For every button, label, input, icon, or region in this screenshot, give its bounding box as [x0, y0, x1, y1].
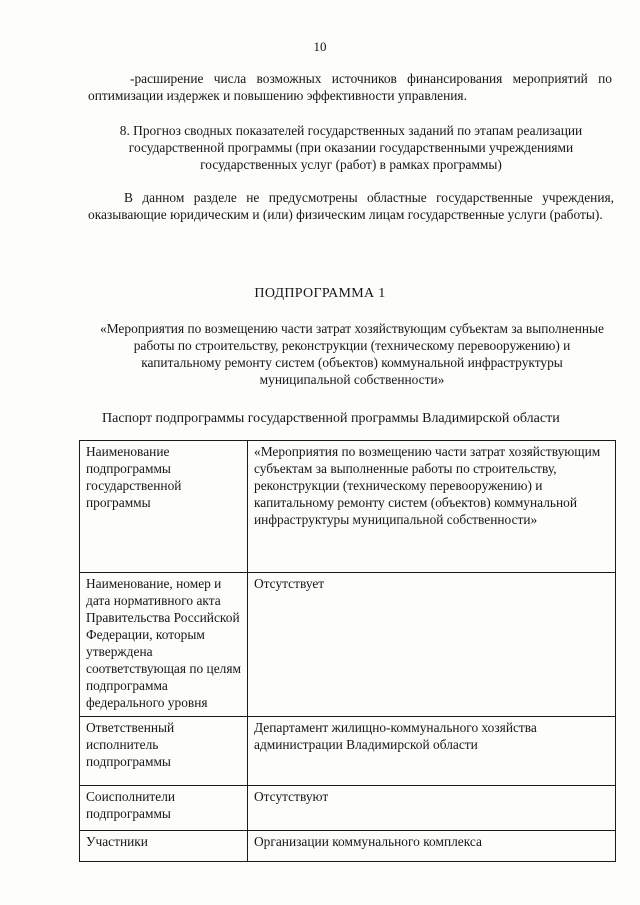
row-value: Отсутствует [248, 573, 616, 717]
row-value: Департамент жилищно-коммунального хозяйства администрации Владимирской области [248, 717, 616, 786]
intro-paragraph: -расширение числа возможных источников финансирования мероприятий по оптимизации издержек и повышению эффективности управления. [88, 71, 612, 103]
row-label: Наименование подпрограммы государственной программы [80, 441, 248, 573]
row-value: «Мероприятия по возмещению части затрат хозяйствующим субъектам за выполненные работы по строительству, реконструкции (техническому перевооружению) и капитальному ремонту систем (объектов) коммунальной инфраструктуры муниципальной собственности» [248, 441, 616, 573]
table-row [80, 831, 616, 862]
row-value: Отсутствуют [248, 786, 616, 831]
row-label: Ответственный исполнитель подпрограммы [80, 717, 248, 786]
row-label: Наименование, номер и дата нормативного акта Правительства Российской Федерации, которым утверждена соответствующая по целям подпрограмма федерального уровня [80, 573, 248, 717]
row-label: Участники [80, 831, 248, 862]
page-number: 10 [313, 39, 327, 54]
table-row [80, 573, 616, 717]
row-label: Соисполнители подпрограммы [80, 786, 248, 831]
passport-title: Паспорт подпрограммы государственной программы Владимирской области [102, 411, 560, 426]
row-value: Организации коммунального комплекса [248, 831, 616, 862]
subprogram-title: «Мероприятия по возмещению части затрат хозяйствующим субъектам за выполненные работы по строительству, реконструкции (техническому перевооружению) и капитальному ремонту систем (объектов) коммунальной инфраструктуры муниципальной собственности» [100, 321, 604, 387]
subprogram-heading: ПОДПРОГРАММА 1 [254, 286, 386, 301]
section-8-paragraph: В данном разделе не предусмотрены областные государственные учреждения, оказывающие юридическим и (или) физическим лицам государственные услуги (работы). [88, 190, 614, 222]
passport-table [79, 440, 616, 862]
section-8-title: 8. Прогноз сводных показателей государственных заданий по этапам реализации государственной программы (при оказании государственными учреждениями государственных услуг (работ) в рамках программы) [119, 123, 583, 172]
table-row [80, 786, 616, 831]
table-row [80, 717, 616, 786]
table-row [80, 441, 616, 573]
